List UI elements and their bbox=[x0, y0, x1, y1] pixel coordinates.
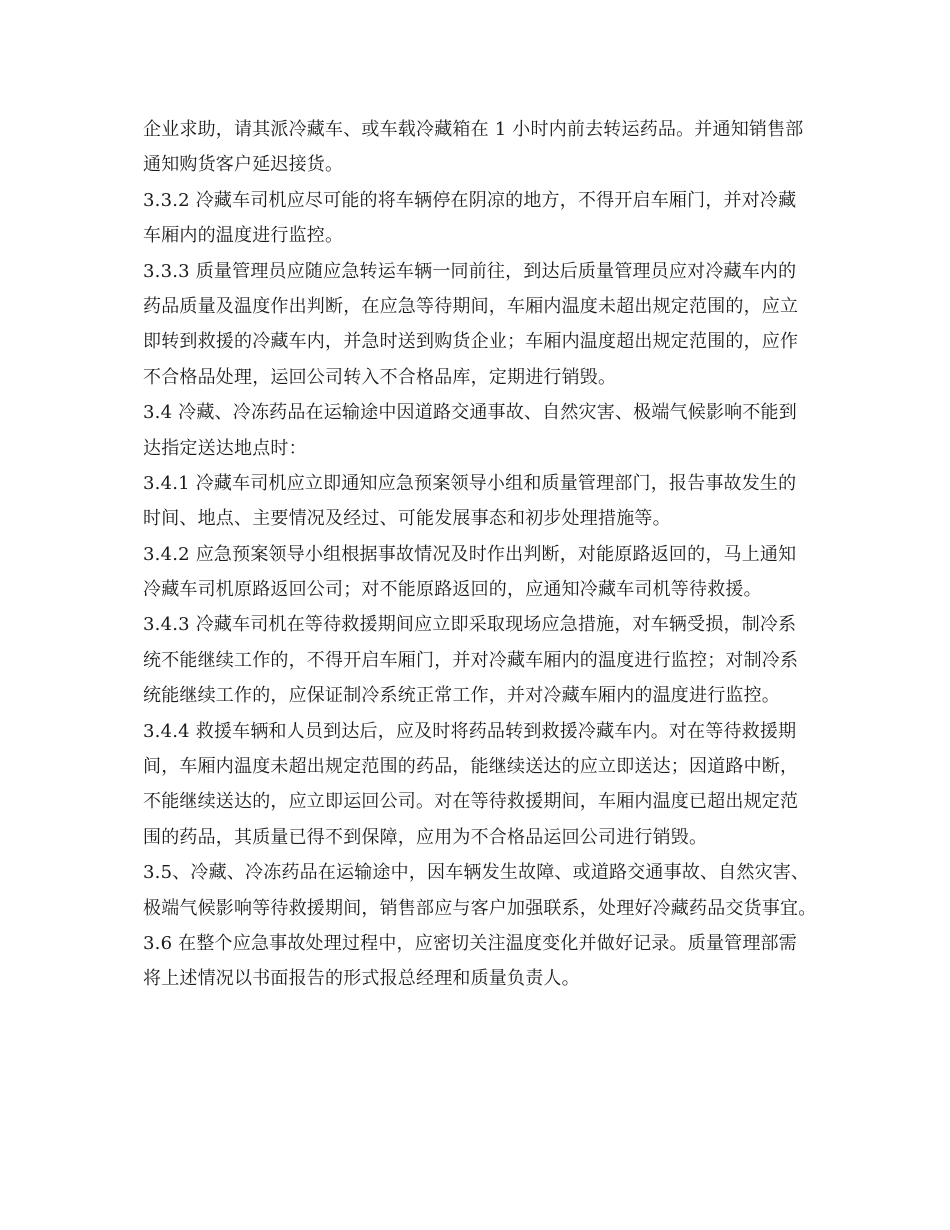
text-line: 不能继续送达的，应立即运回公司。对在等待救援期间，车厢内温度已超出规定范 bbox=[143, 791, 799, 813]
text-line: 3.3.3 质量管理员应随应急转运车辆一同前往，到达后质量管理员应对冷藏车内的 bbox=[143, 260, 797, 282]
text-line: 围的药品，其质量已得不到保障，应用为不合格品运回公司进行销毁。 bbox=[143, 826, 708, 848]
text-line: 时间、地点、主要情况及经过、可能发展事态和初步处理措施等。 bbox=[143, 508, 671, 530]
text-line: 达指定送达地点时： bbox=[143, 437, 307, 459]
text-line: 3.5、冷藏、冷冻药品在运输途中，因车辆发生故障、或道路交通事故、自然灾害、 bbox=[143, 862, 810, 884]
document-body bbox=[143, 112, 833, 997]
text-line: 3.6 在整个应急事故处理过程中，应密切关注温度变化并做好记录。质量管理部需 bbox=[143, 932, 797, 954]
text-line: 药品质量及温度作出判断，在应急等待期间，车厢内温度未超出规定范围的，应立 bbox=[143, 295, 799, 317]
text-line: 即转到救援的冷藏车内，并急时送到购货企业；车厢内温度超出规定范围的，应作 bbox=[143, 331, 799, 353]
text-line: 通知购货客户延迟接货。 bbox=[143, 154, 344, 176]
text-line: 极端气候影响等待救援期间，销售部应与客户加强联系，处理好冷藏药品交货事宜。 bbox=[143, 897, 817, 919]
text-line: 3.4.4 救援车辆和人员到达后，应及时将药品转到救援冷藏车内。对在等待救援期 bbox=[143, 720, 797, 742]
text-line: 车厢内的温度进行监控。 bbox=[143, 225, 344, 247]
text-line: 3.3.2 冷藏车司机应尽可能的将车辆停在阴凉的地方，不得开启车厢门，并对冷藏 bbox=[143, 189, 797, 211]
text-line: 3.4.1 冷藏车司机应立即通知应急预案领导小组和质量管理部门，报告事故发生的 bbox=[143, 472, 797, 494]
text-line: 3.4.3 冷藏车司机在等待救援期间应立即采取现场应急措施，对车辆受损，制冷系 bbox=[143, 614, 797, 636]
text-line: 间，车厢内温度未超出规定范围的药品，能继续送达的应立即送达；因道路中断， bbox=[143, 756, 799, 778]
text-line: 统能继续工作的，应保证制冷系统正常工作，并对冷藏车厢内的温度进行监控。 bbox=[143, 685, 780, 707]
text-line: 统不能继续工作的，不得开启车厢门，并对冷藏车厢内的温度进行监控；对制冷系 bbox=[143, 649, 799, 671]
text-line: 企业求助，请其派冷藏车、或车载冷藏箱在 1 小时内前去转运药品。并通知销售部 bbox=[143, 119, 804, 140]
text-line: 不合格品处理，运回公司转入不合格品库，定期进行销毁。 bbox=[143, 366, 617, 388]
text-line: 将上述情况以书面报告的形式报总经理和质量负责人。 bbox=[143, 968, 580, 990]
text-line: 冷藏车司机原路返回公司；对不能原路返回的，应通知冷藏车司机等待救援。 bbox=[143, 579, 762, 601]
text-line: 3.4 冷藏、冷冻药品在运输途中因道路交通事故、自然灾害、极端气候影响不能到 bbox=[143, 402, 797, 424]
text-line: 3.4.2 应急预案领导小组根据事故情况及时作出判断，对能原路返回的，马上通知 bbox=[143, 543, 797, 565]
